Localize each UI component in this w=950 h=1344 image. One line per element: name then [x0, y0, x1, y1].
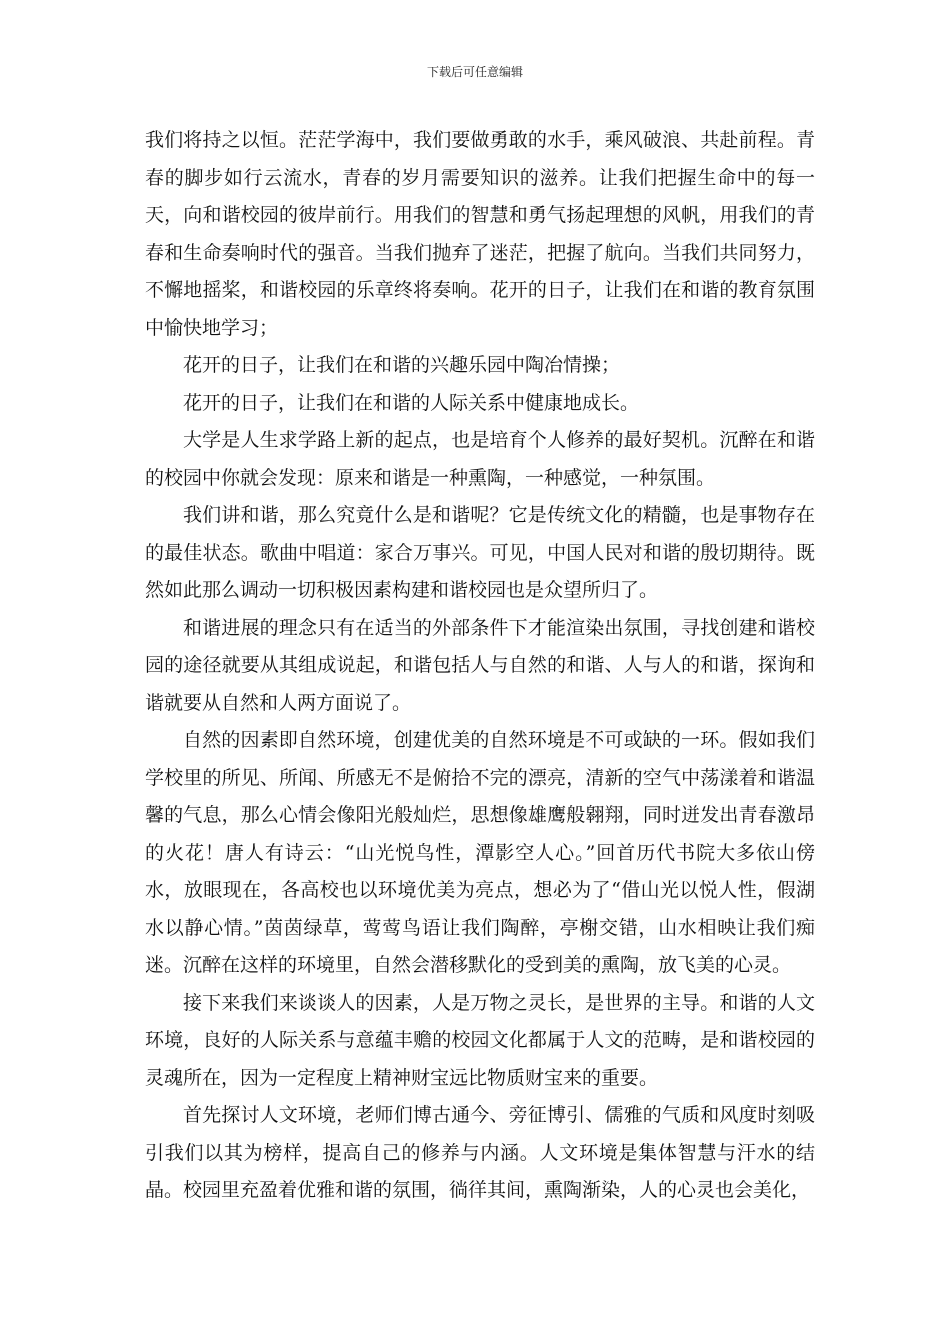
paragraph-1: 我们将持之以恒。茫茫学海中，我们要做勇敢的水手，乘风破浪、共赴前程。青春的脚步如行云流水，青春的岁月需要知识的滋养。让我们把握生命中的每一天，向和谐校园的彼岸前行。用我们的智慧和勇气扬起理想的风帆，用我们的青春和生命奏响时代的强音。当我们抛弃了迷茫，把握了航向。当我们共同努力，不懈地摇桨，和谐校园的乐章终将奏响。花开的日子，让我们在和谐的教育氛围中愉快地学习； [145, 129, 815, 339]
paragraph-3: 花开的日子，让我们在和谐的人际关系中健康地成长。 [183, 391, 640, 414]
document-body [145, 122, 815, 1210]
paragraph-8: 接下来我们来谈谈人的因素，人是万物之灵长，是世界的主导。和谐的人文环境，良好的人际关系与意蕴丰赡的校园文化都属于人文的范畴，是和谐校园的灵魂所在，因为一定程度上精神财宝远比物质财宝来的重要。 [145, 991, 815, 1089]
paragraph-5: 我们讲和谐，那么究竟什么是和谐呢？它是传统文化的精髓，也是事物存在的最佳状态。歌曲中唱道：家合万事兴。可见，中国人民对和谐的殷切期待。既然如此那么调动一切积极因素构建和谐校园也是众望所归了。 [145, 504, 815, 601]
paragraph-4: 大学是人生求学路上新的起点，也是培育个人修养的最好契机。沉醉在和谐的校园中你就会发现：原来和谐是一种熏陶，一种感觉，一种氛围。 [145, 429, 815, 489]
page-header: 下载后可任意编辑 [426, 65, 523, 79]
paragraph-6: 和谐进展的理念只有在适当的外部条件下才能渲染出氛围，寻找创建和谐校园的途径就要从其组成说起，和谐包括人与自然的和谐、人与人的和谐，探询和谐就要从自然和人两方面说了。 [145, 616, 815, 714]
paragraph-7: 自然的因素即自然环境，创建优美的自然环境是不可或缺的一环。假如我们学校里的所见、所闻、所感无不是俯拾不完的漂亮，清新的空气中荡漾着和谐温馨的气息，那么心情会像阳光般灿烂，思想像雄鹰般翱翔，同时迸发出青春激昂的火花！唐人有诗云：“山光悦鸟性，潭影空人心。”回首历代书院大多依山傍水，放眼现在，各高校也以环境优美为亮点，想必为了“借山光以悦人性，假湖水以静心情。”茵茵绿草，莺莺鸟语让我们陶醉，亭榭交错，山水相映让我们痴迷。沉醉在这样的环境里，自然会潜移默化的受到美的熏陶，放飞美的心灵。 [145, 729, 815, 976]
paragraph-9: 首先探讨人文环境，老师们博古通今、旁征博引、儒雅的气质和风度时刻吸引我们以其为榜样，提高自己的修养与内涵。人文环境是集体智慧与汗水的结晶。校园里充盈着优雅和谐的氛围，徜徉其间，熏陶渐染，人的心灵也会美化， [145, 1104, 815, 1201]
paragraph-2: 花开的日子，让我们在和谐的兴趣乐园中陶冶情操； [183, 354, 621, 376]
